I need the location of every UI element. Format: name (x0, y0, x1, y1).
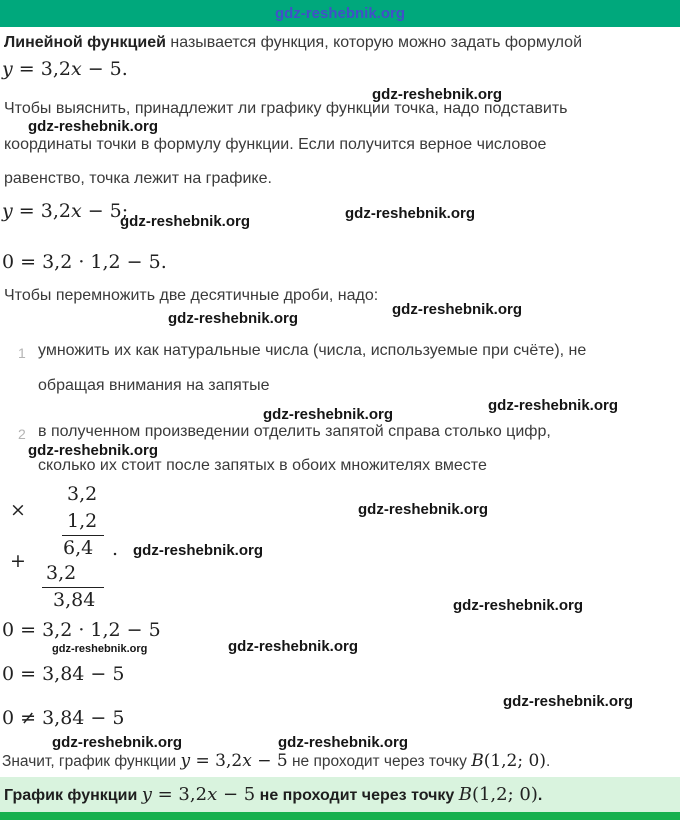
inline-formula: B(1,2; 0) (471, 751, 546, 771)
check-rule-line3: равенство, точка лежит на графике. (4, 170, 272, 187)
list-item-1-line1: умножить их как натуральные числа (числа, используемые при счёте), не (38, 342, 587, 359)
header-watermark: gdz-reshebnik.org (274, 5, 405, 22)
watermark: gdz-reshebnik.org (120, 213, 251, 230)
multiplication-rule-line-1 (62, 535, 104, 536)
multiply-rule-line: Чтобы перемножить две десятичные дроби, надо: (4, 287, 379, 304)
multiplication-partial1: 6,4 (63, 537, 94, 559)
watermark: gdz-reshebnik.org (52, 643, 148, 655)
watermark: gdz-reshebnik.org (168, 310, 299, 327)
equation-computed: 0 = 3,84 − 5 (2, 663, 125, 685)
inline-formula: y = 3,2x − 5 (180, 751, 288, 771)
formula-function-repeat: y = 3,2x − 5; (2, 200, 129, 222)
watermark: gdz-reshebnik.org (52, 734, 183, 751)
watermark: gdz-reshebnik.org (28, 118, 159, 135)
multiplication-period: . (112, 538, 119, 560)
check-rule-line2: координаты точки в формулу функции. Если получится верное числовое (4, 136, 547, 153)
list-item-1-number: 1 (18, 345, 26, 361)
multiplication-times-sign: × (10, 499, 26, 521)
watermark: gdz-reshebnik.org (133, 542, 264, 559)
watermark: gdz-reshebnik.org (372, 86, 503, 103)
equation-substituted: 0 = 3,2 · 1,2 − 5 (2, 619, 161, 641)
answer-text (4, 784, 542, 805)
multiplication-rule-line-2 (42, 587, 104, 588)
intro-line (4, 34, 582, 52)
conclusion-line (2, 751, 550, 771)
inline-text: График функции (4, 787, 142, 804)
list-item-2-line1: в полученном произведении отделить запятой справа столько цифр, (38, 423, 551, 440)
formula-substitution: 0 = 3,2 · 1,2 − 5. (2, 251, 167, 273)
inline-text: не проходит через точку (255, 787, 459, 804)
header-watermark-bar (0, 0, 680, 27)
multiplication-partial2: 3,2 (46, 562, 77, 584)
watermark: gdz-reshebnik.org (503, 693, 634, 710)
multiplication-factor2: 1,2 (67, 510, 98, 532)
watermark: gdz-reshebnik.org (453, 597, 584, 614)
inline-text: Значит, график функции (2, 753, 181, 770)
list-item-1-line2: обращая внимания на запятые (38, 377, 270, 394)
multiplication-factor1: 3,2 (67, 483, 98, 505)
watermark: gdz-reshebnik.org (278, 734, 409, 751)
inline-text: . (545, 753, 551, 770)
inline-formula: y = 3,2x − 5 (141, 784, 256, 805)
answer-underline-strip (0, 812, 680, 820)
watermark: gdz-reshebnik.org (345, 205, 476, 222)
inline-formula: B(1,2; 0) (458, 784, 538, 805)
answer-highlight-bar (0, 777, 680, 812)
watermark: gdz-reshebnik.org (358, 501, 489, 518)
list-item-2-number: 2 (18, 426, 26, 442)
list-item-2-line2: сколько их стоит после запятых в обоих множителях вместе (38, 457, 487, 474)
watermark: gdz-reshebnik.org (392, 301, 523, 318)
inline-text: . (537, 787, 543, 804)
watermark: gdz-reshebnik.org (228, 638, 359, 655)
formula-function: y = 3,2x − 5. (2, 58, 128, 80)
intro-rest: называется функция, которую можно задать формулой (165, 34, 583, 51)
watermark: gdz-reshebnik.org (488, 397, 619, 414)
equation-inequality: 0 ≠ 3,84 − 5 (2, 707, 125, 729)
watermark: gdz-reshebnik.org (263, 406, 394, 423)
intro-term: Линейной функцией (4, 34, 166, 51)
multiplication-plus-sign: + (10, 550, 26, 572)
multiplication-product: 3,84 (53, 589, 96, 611)
inline-text: не проходит через точку (287, 753, 472, 770)
watermark: gdz-reshebnik.org (28, 442, 159, 459)
check-rule-line1: Чтобы выяснить, принадлежит ли графику функции точка, надо подставить (4, 100, 568, 117)
